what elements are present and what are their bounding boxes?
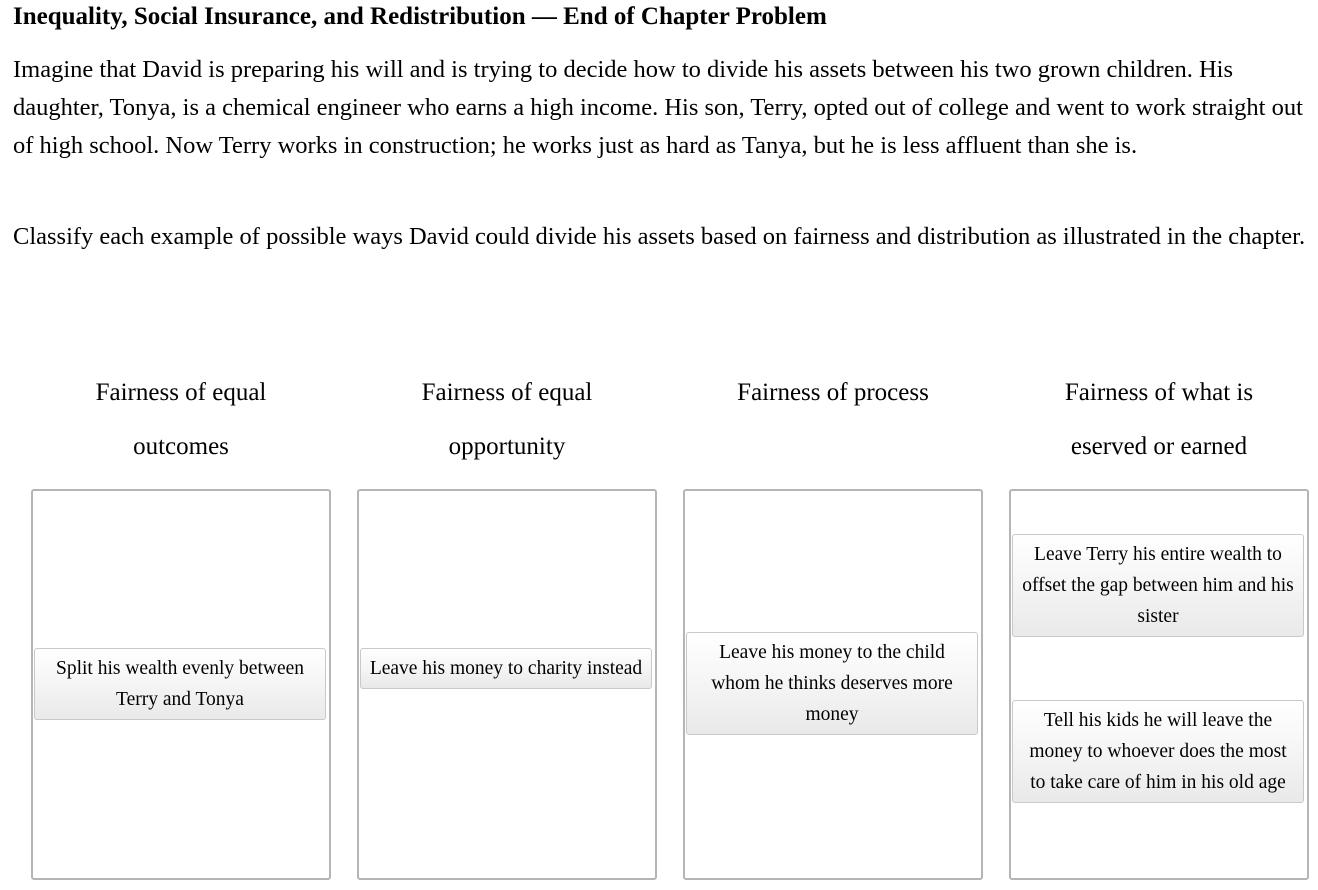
column-header-equal-opportunity <box>357 366 657 474</box>
drop-zone-deserved-earned[interactable] <box>1009 489 1309 880</box>
column-header-line: opportunity <box>448 433 566 460</box>
column-header-line: Fairness of process <box>737 379 929 406</box>
column-header-line: Fairness of equal <box>421 379 593 406</box>
problem-paragraph-scenario: Imagine that David is preparing his will and is trying to decide how to divide his assets between his two grown children. His daughter, Tonya, is a chemical engineer who earns a high income. His son, Terry, opted out of college and went to work straight out of high school. Now Terry works in construction; he works just as hard as Tanya, but he is less affluent than she is. <box>13 56 1303 159</box>
draggable-card-care-old-age[interactable]: Tell his kids he will leave the money to whoever does the most to take care of him in his old age <box>1012 700 1304 803</box>
drop-zone-equal-opportunity[interactable] <box>357 489 657 880</box>
draggable-card-deserving-child[interactable]: Leave his money to the child whom he thinks deserves more money <box>686 632 978 735</box>
column-header-line: outcomes <box>133 433 229 460</box>
draggable-card-split-evenly[interactable]: Split his wealth evenly between Terry and Tonya <box>34 648 326 720</box>
problem-paragraph-instructions: Classify each example of possible ways David could divide his assets based on fairness and distribution as illustrated in the chapter. <box>13 223 1306 250</box>
draggable-card-charity[interactable]: Leave his money to charity instead <box>360 648 652 689</box>
column-header-line: Fairness of what is <box>1064 379 1254 406</box>
problem-title: Inequality, Social Insurance, and Redistribution — End of Chapter Problem <box>13 3 827 30</box>
column-header-line: Fairness of equal <box>95 379 267 406</box>
drop-zone-process[interactable] <box>683 489 983 880</box>
column-header-equal-outcomes <box>31 366 331 474</box>
column-header-line: eserved or earned <box>1070 433 1248 460</box>
draggable-card-offset-gap[interactable]: Leave Terry his entire wealth to offset the gap between him and his sister <box>1012 534 1304 637</box>
column-header-process <box>683 366 983 420</box>
column-header-deserved-earned <box>1009 366 1309 474</box>
drop-zone-equal-outcomes[interactable] <box>31 489 331 880</box>
